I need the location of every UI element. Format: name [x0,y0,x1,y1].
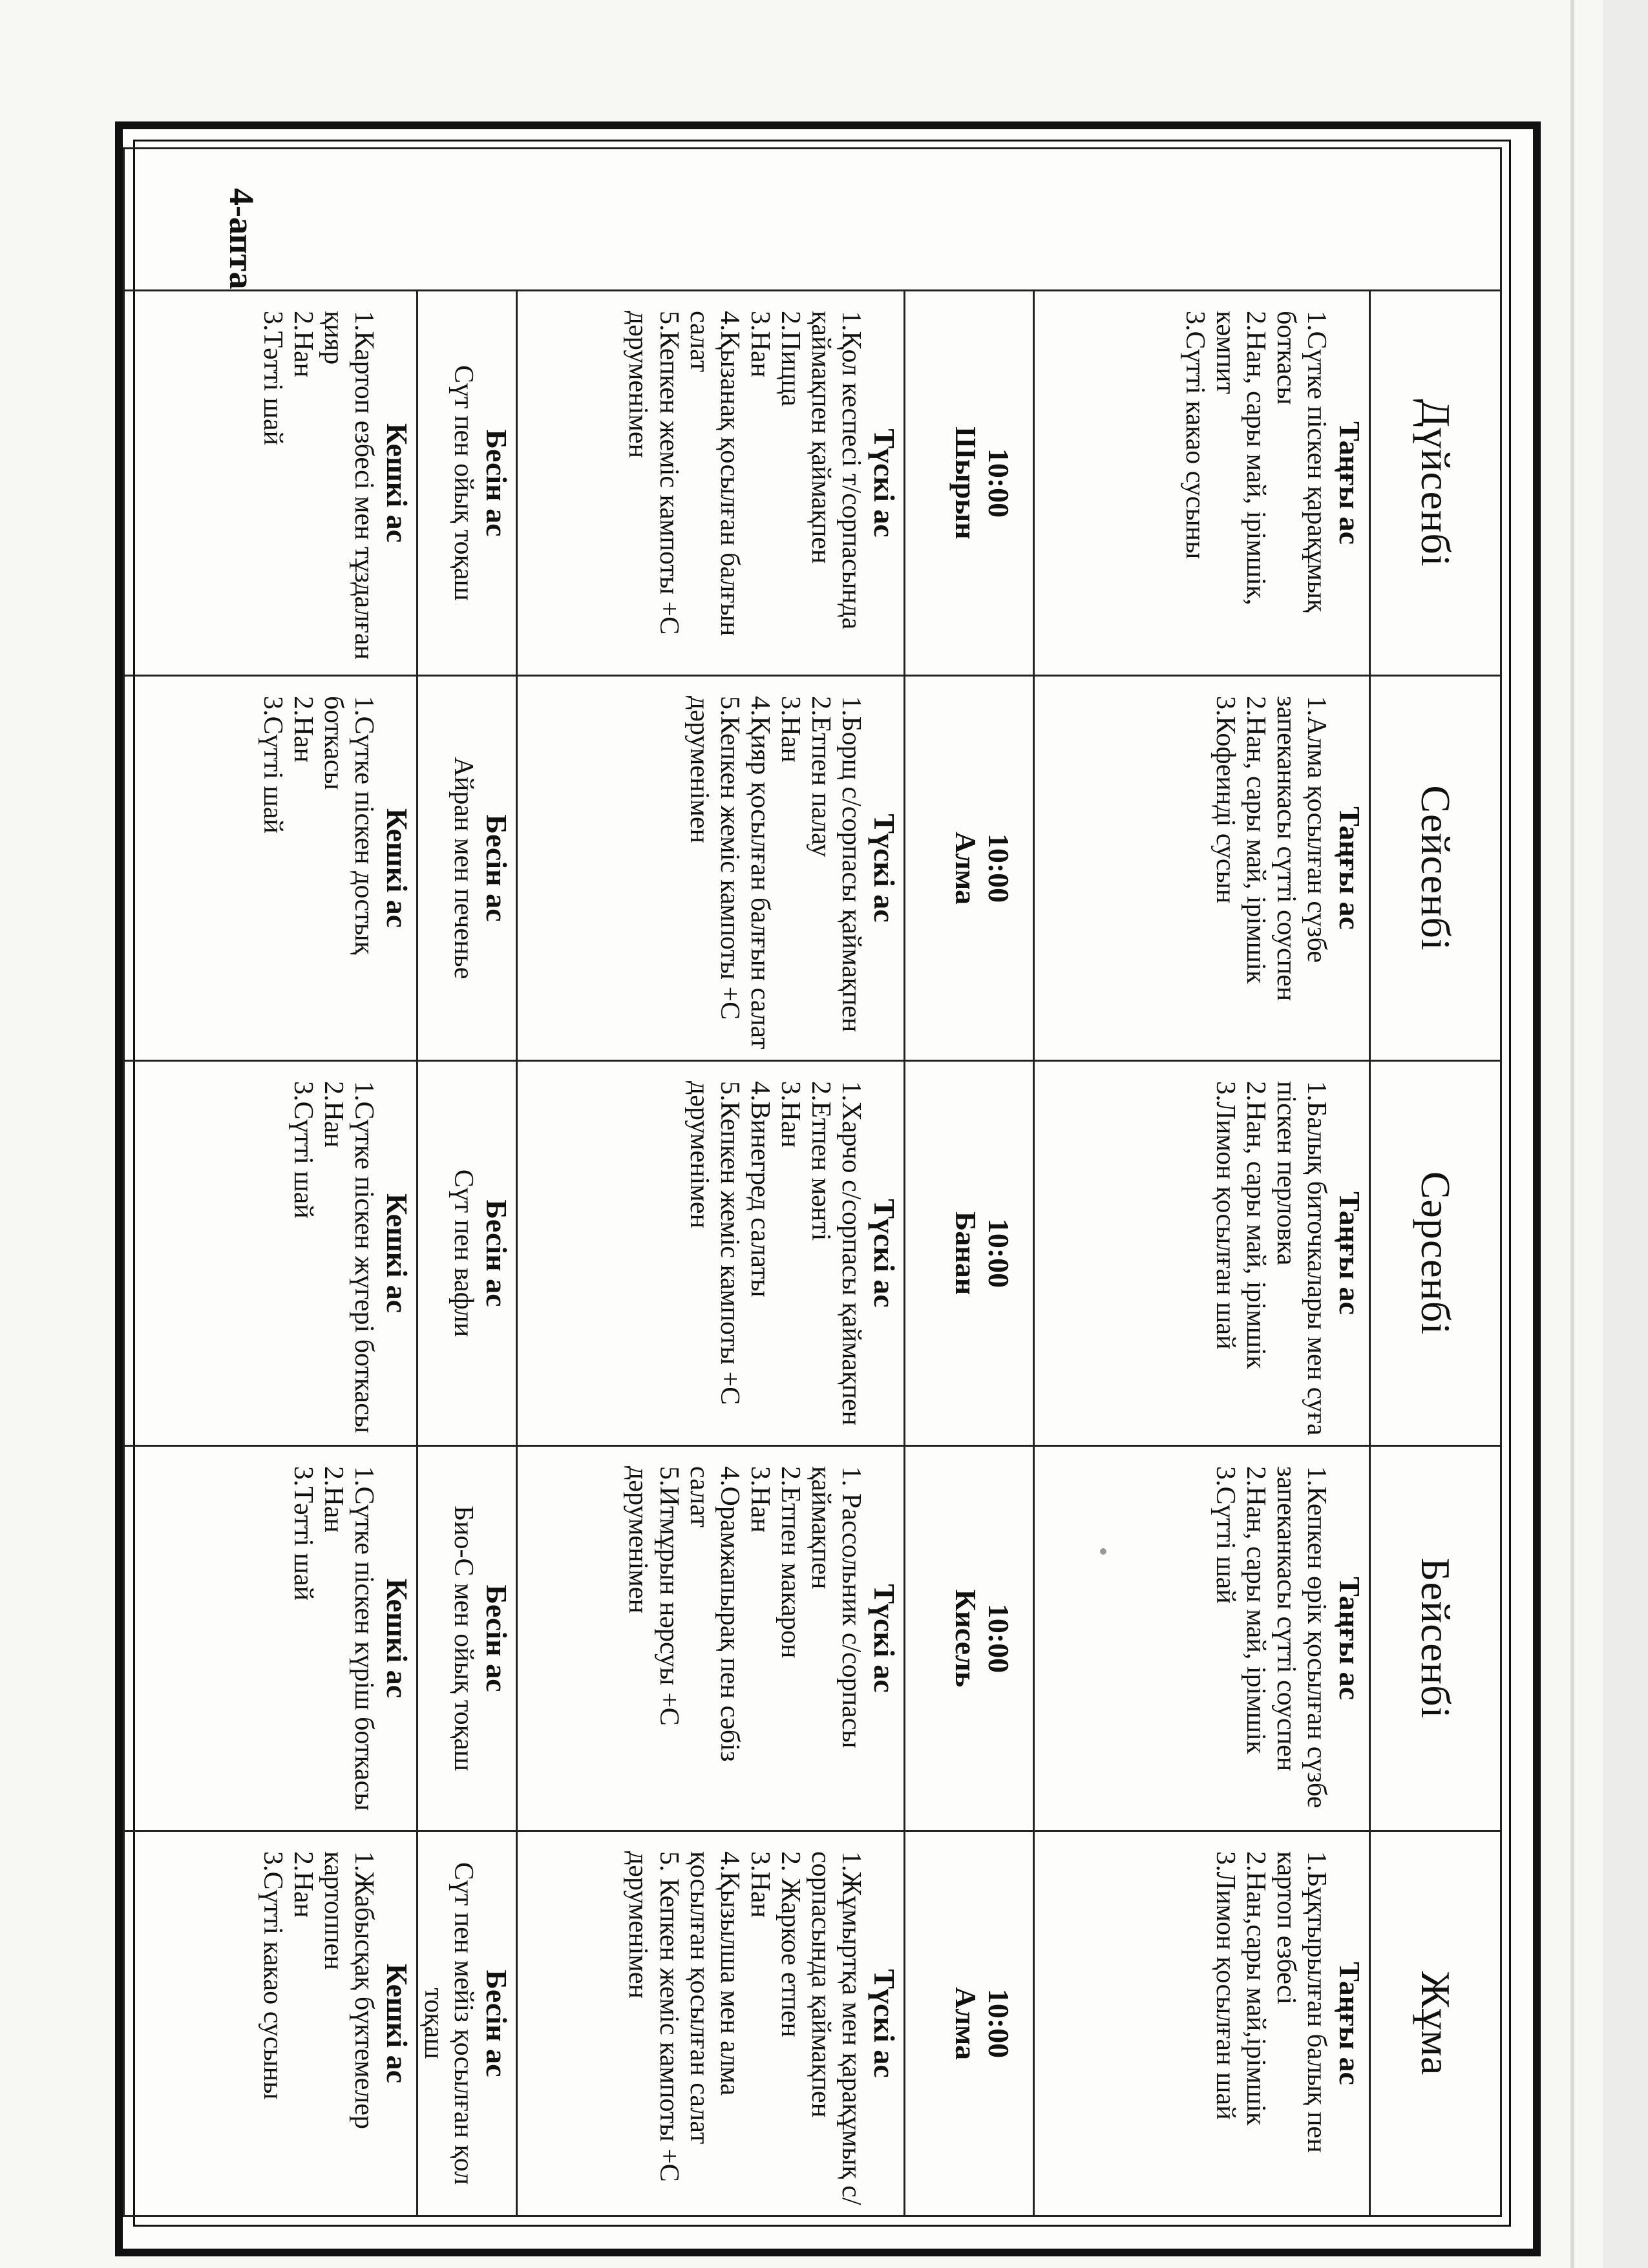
weekly-menu-table [123,147,1502,2217]
menu-item: 4.Орамжапырақ пен сәбіз салат [684,1466,745,1762]
menu-item: 3.Нан [745,1466,775,1533]
snack-time: 10:00 [982,833,1015,903]
breakfast-cell [1034,676,1370,1061]
menu-item: 1.Сүтке піскен қарақұмық боткасы [1271,311,1331,613]
menu-item: 2.Нан [319,1466,348,1533]
menu-item: 2. Жаркое етпен [775,1851,805,2037]
menu-item: 4.Винегред салаты [745,1081,775,1297]
meal-title: Бесін ас [480,814,513,922]
lunch-cell [517,291,905,676]
meal-title: Түскі ас [868,1199,901,1308]
breakfast-cell [1034,1446,1370,1831]
menu-item: 5.Кепкен жеміс кампоты +С дәруменімен [684,1081,745,1405]
snack-time: 10:00 [982,448,1015,518]
meal-title: Бесін ас [480,1199,513,1307]
snack-item: Алма [949,831,983,905]
afternoon-item: Айран мен печенье [448,757,478,980]
snack-cell [905,1446,1034,1831]
menu-item: 2.Нан [288,1851,318,1918]
menu-item: 1.Алма қосылған сүзбе запеканкасы сүтті соуспен [1271,696,1331,1002]
afternoon-cell [417,1831,517,2216]
afternoon-cell [417,291,517,676]
menu-item: 3.Сүтті какао сусыны [1179,311,1210,560]
day-header: Сәрсенбі [1370,1061,1501,1446]
meal-title: Бесін ас [480,429,513,537]
meal-title: Бесін ас [480,1584,513,1692]
menu-item: 1.Сүтке піскен жүгері боткасы [349,1081,379,1434]
afternoon-snack-row [417,149,517,2216]
dinner-cell [124,676,417,1061]
menu-item: 3.Тәтті шай [288,1466,318,1601]
menu-item: 1.Бұқтырылған балық пен картоп езбесі [1271,1851,1331,2153]
menu-item: 3.Нан [745,1851,775,1918]
snack-item: Кисель [949,1589,983,1688]
meal-title: Кешкі ас [381,1578,414,1699]
menu-item: 3.Нан [775,696,805,762]
menu-item: 2.Етпен мәнті [805,1081,836,1241]
menu-item: 3.Нан [775,1081,805,1148]
menu-item: 2.Пицца [775,311,805,406]
snack-cell [905,676,1034,1061]
snack-cell [905,1061,1034,1446]
menu-item: 3.Сүтті какао сусыны [257,1851,288,2100]
dinner-cell [124,1446,417,1831]
menu-item: 5. Кепкен жеміс кампоты +С дәруменімен [623,1851,684,2182]
rotated-menu-table [129,147,1502,2215]
breakfast-row [1034,149,1370,2216]
menu-item: 2.Нан, сары май, ірімшік [1240,696,1271,984]
lunch-cell [517,1446,905,1831]
lunch-cell [517,676,905,1061]
menu-item: 3.Сүтті шай [288,1081,318,1219]
afternoon-cell [417,1061,517,1446]
meal-title: Түскі ас [868,1969,901,2078]
menu-item: 5.Итмұрын нәрсуы +С дәруменімен [623,1466,684,1726]
menu-item: 1.Сүтке піскен достық боткасы [319,696,379,955]
breakfast-cell [1034,291,1370,676]
menu-item: 1.Сүтке піскен күріш боткасы [349,1466,379,1811]
dinner-cell [124,1831,417,2216]
meal-title: Таңғы ас [1333,1962,1366,2085]
menu-item: 1.Картоп езбесі мен тұздалған қияр [319,311,379,660]
menu-item: 3.Тәтті шай [257,311,288,446]
menu-item: 1.Харчо с/сорпасы қаймақпен [836,1081,866,1425]
meal-title: Таңғы ас [1333,421,1366,545]
lunch-cell [517,1831,905,2216]
menu-item: 2.Етпен макарон [775,1466,805,1659]
scan-shadow [1570,0,1574,2268]
menu-item: 1.Балық биточкалары мен суға піскен перловка [1271,1081,1331,1436]
day-header: Жұма [1370,1831,1501,2216]
menu-item: 5.Кепкен жеміс кампоты +С дәруменімен [623,311,684,635]
meal-title: Кешкі ас [381,1193,414,1314]
snack-row [905,149,1034,2216]
meal-title: Таңғы ас [1333,806,1366,930]
snack-time: 10:00 [982,1603,1015,1674]
afternoon-item: Сүт пен ойық тоқаш [448,365,478,601]
lunch-row [517,149,905,2216]
dinner-cell [124,291,417,676]
menu-item: 4.Қызанақ қосылған балғын салат [684,311,745,636]
menu-item: 2.Нан [288,311,318,377]
day-header: Дүйсенбі [1370,291,1501,676]
meal-title: Таңғы ас [1333,1577,1366,1700]
breakfast-cell [1034,1831,1370,2216]
paper-edge [1603,0,1648,2268]
snack-item: Банан [949,1211,983,1296]
menu-item: 2.Нан [319,1081,348,1148]
menu-item: 3.Сүтті шай [1210,1466,1240,1604]
meal-title: Таңғы ас [1333,1192,1366,1315]
day-header: Сейсенбі [1370,676,1501,1061]
menu-item: 3.Нан [745,311,775,377]
snack-item: Шырын [949,426,983,540]
menu-item: 1. Рассольник с/сорпасы қаймақпен [805,1466,866,1748]
afternoon-cell [417,676,517,1061]
menu-item: 4.Қияр қосылған балғын салат [745,696,775,1049]
menu-item: 3.Кофеинді сусын [1210,696,1240,904]
menu-item: 1.Кепкен өрік қосылған сүзбе запеканкасы сүтті соуспен [1271,1466,1331,1809]
meal-title: Кешкі ас [381,423,414,543]
menu-item: 2.Нан, сары май, ірімшік [1240,1081,1271,1369]
meal-title: Түскі ас [868,428,901,538]
dinner-row [124,149,417,2216]
snack-time: 10:00 [982,1988,1015,2059]
afternoon-item: Сүт пен вафли [448,1169,478,1338]
menu-item: 1.Жұмыртқа мен қарақұмық с/сорпасында қаймақпен [805,1851,866,2205]
header-row [1370,149,1501,2216]
day-header: Бейсенбі [1370,1446,1501,1831]
menu-item: 2.Нан, сары май, ірімшік [1240,1466,1271,1754]
menu-item: 2.Нан [288,696,318,762]
snack-cell [905,291,1034,676]
snack-time: 10:00 [982,1218,1015,1288]
lunch-cell [517,1061,905,1446]
menu-item: 2.Нан, сары май, ірімшік, кәмпит [1210,311,1271,605]
menu-item: 2.Нан,сары май,ірімшік [1240,1851,1271,2126]
breakfast-cell [1034,1061,1370,1446]
afternoon-item: Сүт пен мейіз қосылған қол тоқаш [418,1862,478,2185]
menu-item: 5.Кепкен жеміс кампоты +С дәруменімен [684,696,745,1020]
week-label: 4-апта [222,188,262,289]
menu-item: 1.Қол кеспесі т/сорпасында қаймақпен қаймақпен [805,311,866,630]
dinner-cell [124,1061,417,1446]
menu-item: 4.Қызылша мен алма қосылған қосылған салат [684,1851,745,2145]
menu-item: 2.Етпен палау [805,696,836,857]
snack-item: Алма [949,1986,983,2061]
meal-title: Кешкі ас [381,808,414,929]
meal-title: Түскі ас [868,1584,901,1693]
snack-cell [905,1831,1034,2216]
menu-item: 3.Сүтті шай [257,696,288,834]
menu-item: 1.Жабысқақ бүктемелер картоппен [319,1851,379,2129]
menu-item: 1.Борщ с/сорпасы қаймақпен [836,696,866,1033]
meal-title: Кешкі ас [381,1963,414,2084]
afternoon-cell [417,1446,517,1831]
menu-item: 3.Лимон қосылған шай [1210,1081,1240,1350]
afternoon-item: Био-С мен ойық тоқаш [448,1505,478,1772]
meal-title: Бесін ас [480,1969,513,2077]
menu-item: 3.Лимон қосылған шай [1210,1851,1240,2120]
week-label-cell [124,149,1501,291]
meal-title: Түскі ас [868,814,901,923]
